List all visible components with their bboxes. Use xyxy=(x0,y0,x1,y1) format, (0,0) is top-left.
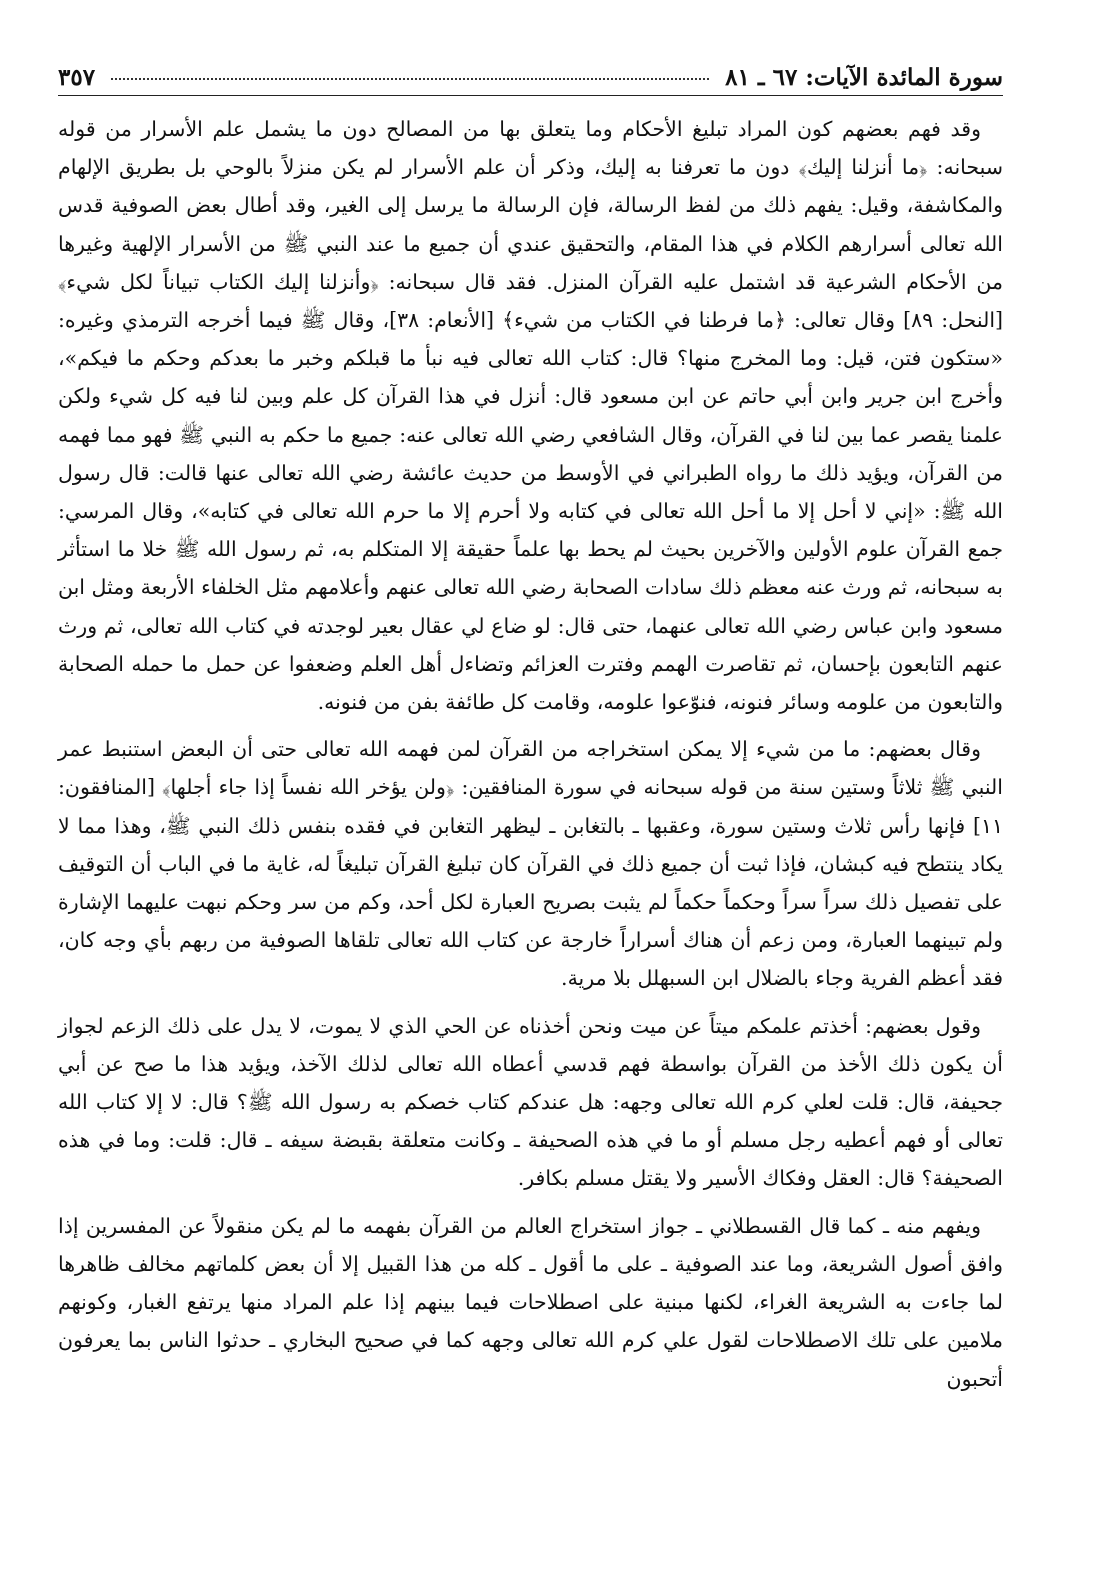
page-number: ٣٥٧ xyxy=(58,64,96,91)
book-page xyxy=(58,64,1003,1398)
header-dot-leader xyxy=(111,78,709,80)
paragraph-2: وقال بعضهم: ما من شيء إلا يمكن استخراجه من القرآن لمن فهمه الله تعالى حتى أن البعض استنبط عمر النبي ﷺ ثلاثاً وستين سنة من قوله سبحانه في سورة المنافقين: ﴿ولن يؤخر الله نفساً إذا جاء أجلها﴾ [المنافقون: ١١] فإنها رأس ثلاث وستين سورة، وعقبها ـ بالتغابن ـ ليظهر التغابن في فقده بنفس ذلك النبي ﷺ، وهذا مما لا يكاد ينتطح فيه كبشان، فإذا ثبت أن جميع ذلك في القرآن كان تبليغ القرآن تبليغاً له، غاية ما في الباب أن التوقيف على تفصيل ذلك سراً سراً وحكماً حكماً لم يثبت بصريح العبارة لكل أحد، وكم من سر وحكم نبهت عليهما الإشارة ولم تبينهما العبارة، ومن زعم أن هناك أسراراً خارجة عن كتاب الله تعالى تلقاها الصوفية من ربهم بأي وجه كان، فقد أعظم الفرية وجاء بالضلال ابن السبهلل بلا مرية. xyxy=(58,737,1003,991)
surah-title: سورة المائدة الآيات: ٦٧ ـ ٨١ xyxy=(725,64,1003,91)
paragraph-4: ويفهم منه ـ كما قال القسطلاني ـ جواز استخراج العالم من القرآن بفهمه ما لم يكن منقولاً عن المفسرين إذا وافق أصول الشريعة، وما عند الصوفية ـ على ما أقول ـ كله من هذا القبيل إلا أن بعض كلماتهم مخالف ظاهرها لما جاءت به الشريعة الغراء، لكنها مبنية على اصطلاحات فيما بينهم إذا علم المراد منها يرتفع الغبار، وكونهم ملامين على تلك الاصطلاحات لقول علي كرم الله تعالى وجهه كما في صحيح البخاري ـ حدثوا الناس بما يعرفون أتحبون xyxy=(58,1213,1003,1391)
running-header xyxy=(58,64,1003,96)
body-text xyxy=(58,110,1003,1398)
paragraph-3: وقول بعضهم: أخذتم علمكم ميتاً عن ميت ونحن أخذناه عن الحي الذي لا يموت، لا يدل على ذلك الزعم لجواز أن يكون ذلك الأخذ من القرآن بواسطة فهم قدسي أعطاه الله تعالى لذلك الآخذ، ويؤيد هذا ما صح عن أبي جحيفة، قال: قلت لعلي كرم الله تعالى وجهه: هل عندكم كتاب خصكم به رسول الله ﷺ؟ قال: لا إلا كتاب الله تعالى أو فهم أعطيه رجل مسلم أو ما في هذه الصحيفة ـ وكانت متعلقة بقبضة سيفه ـ قال: قلت: وما في هذه الصحيفة؟ قال: العقل وفكاك الأسير ولا يقتل مسلم بكافر. xyxy=(58,1013,1003,1191)
paragraph-1: وقد فهم بعضهم كون المراد تبليغ الأحكام وما يتعلق بها من المصالح دون ما يشمل علم الأسرار من قوله سبحانه: ﴿ما أنزلنا إليك﴾ دون ما تعرفنا به إليك، وذكر أن علم الأسرار لم يكن منزلاً بالوحي بل بطريق الإلهام والمكاشفة، وقيل: يفهم ذلك من لفظ الرسالة، فإن الرسالة ما يرسل إلى الغير، وقد أطال بعض الصوفية قدس الله تعالى أسرارهم الكلام في هذا المقام، والتحقيق عندي أن جميع ما عند النبي ﷺ من الأسرار الإلهية وغيرها من الأحكام الشرعية قد اشتمل عليه القرآن المنزل. فقد قال سبحانه: ﴿وأنزلنا إليك الكتاب تبياناً لكل شيء﴾ [النحل: ٨٩] وقال تعالى: ﴿ما فرطنا في الكتاب من شيء﴾ [الأنعام: ٣٨]، وقال ﷺ فيما أخرجه الترمذي وغيره: «ستكون فتن، قيل: وما المخرج منها؟ قال: كتاب الله تعالى فيه نبأ ما قبلكم وخبر ما بعدكم وحكم ما فيكم»، وأخرج ابن جرير وابن أبي حاتم عن ابن مسعود قال: أنزل في هذا القرآن كل علم وبين لنا فيه كل شيء ولكن علمنا يقصر عما بين لنا في القرآن، وقال الشافعي رضي الله تعالى عنه: جميع ما حكم به النبي ﷺ فهو مما فهمه من القرآن، ويؤيد ذلك ما رواه الطبراني في الأوسط من حديث عائشة رضي الله تعالى عنها قالت: قال رسول الله ﷺ: «إني لا أحل إلا ما أحل الله تعالى في كتابه ولا أحرم إلا ما حرم الله تعالى في كتابه»، وقال المرسي: جمع القرآن علوم الأولين والآخرين بحيث لم يحط بها علماً حقيقة إلا المتكلم به، ثم رسول الله ﷺ خلا ما استأثر به سبحانه، ثم ورث عنه معظم ذلك سادات الصحابة رضي الله تعالى عنهم وأعلامهم مثل الخلفاء الأربعة ومثل ابن مسعود وابن عباس رضي الله تعالى عنهما، حتى قال: لو ضاع لي عقال بعير لوجدته في كتاب الله تعالى، ثم ورث عنهم التابعون بإحسان، ثم تقاصرت الهمم وفترت العزائم وتضاءل أهل العلم وضعفوا عن حمل ما حمله الصحابة والتابعون من علومه وسائر فنونه، فنوّعوا علومه، وقامت كل طائفة بفن من فنونه. xyxy=(58,117,1004,715)
